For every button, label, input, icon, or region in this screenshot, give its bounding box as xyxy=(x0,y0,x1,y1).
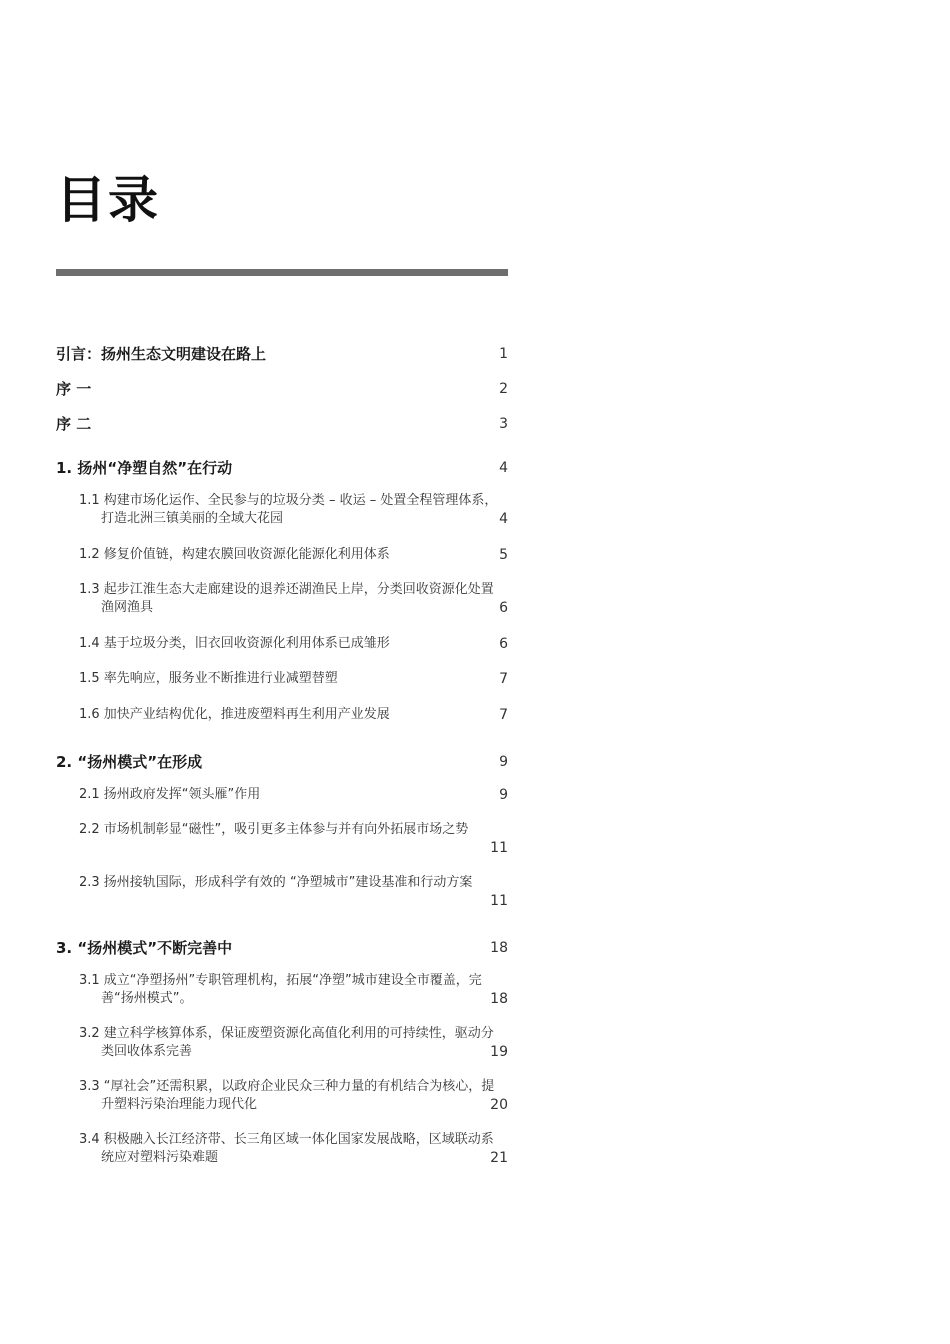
toc-entry-label: 1.5 率先响应，服务业不断推进行业减塑替塑 xyxy=(79,671,338,686)
toc-entry-page: 7 xyxy=(499,671,508,687)
toc-entry-2-3[interactable] xyxy=(56,874,508,910)
toc-entry-label: 3.3 “厚社会”还需积累，以政府企业民众三种力量的有机结合为核心，提升塑料污染治理能力现代化 xyxy=(79,1079,495,1112)
toc-entry-preface-1[interactable] xyxy=(56,379,508,399)
toc-entry-page: 5 xyxy=(499,547,508,563)
toc-entry-page: 19 xyxy=(490,1044,508,1060)
toc-entry-1-5[interactable] xyxy=(56,670,508,688)
toc-entry-page: 7 xyxy=(499,707,508,723)
title-divider xyxy=(56,269,508,276)
toc-entry-label: 2.3 扬州接轨国际，形成科学有效的 “净塑城市”建设基准和行动方案 xyxy=(79,875,473,890)
toc-entry-label: 1.3 起步江淮生态大走廊建设的退养还湖渔民上岸，分类回收资源化处置渔网渔具 xyxy=(79,582,494,615)
page-title: 目录 xyxy=(56,171,160,229)
toc-entry-1-2[interactable] xyxy=(56,546,508,564)
toc-entry-1-1[interactable] xyxy=(56,492,508,528)
toc-entry-label: 1.2 修复价值链，构建农膜回收资源化能源化利用体系 xyxy=(79,547,390,562)
toc-entry-label: 2. “扬州模式”在形成 xyxy=(56,753,203,771)
toc-entry-page: 21 xyxy=(490,1150,508,1166)
toc-entry-label: 1.6 加快产业结构优化，推进废塑料再生利用产业发展 xyxy=(79,707,390,722)
toc-entry-label: 3.2 建立科学核算体系，保证废塑资源化高值化利用的可持续性，驱动分类回收体系完善 xyxy=(79,1026,494,1059)
toc-entry-label: 序 二 xyxy=(56,415,92,433)
toc-section-1[interactable] xyxy=(56,458,508,478)
toc-entry-label: 3.1 成立“净塑扬州”专职管理机构，拓展“净塑”城市建设全市覆盖，完善“扬州模式”。 xyxy=(79,973,482,1006)
toc-entry-page: 11 xyxy=(490,893,508,909)
toc-entry-page: 11 xyxy=(490,840,508,856)
toc-entry-page: 4 xyxy=(499,511,508,527)
toc-entry-page: 2 xyxy=(499,381,508,397)
toc-entry-label: 序 一 xyxy=(56,380,92,398)
toc-entry-1-4[interactable] xyxy=(56,635,508,653)
toc-entry-label: 1. 扬州“净塑自然”在行动 xyxy=(56,459,233,477)
toc-entry-3-4[interactable] xyxy=(56,1131,508,1167)
toc-entry-page: 4 xyxy=(499,460,508,476)
toc-entry-2-1[interactable] xyxy=(56,786,508,804)
toc-entry-label: 3.4 积极融入长江经济带、长三角区域一体化国家发展战略，区域联动系统应对塑料污染难题 xyxy=(79,1132,494,1165)
toc-entry-page: 3 xyxy=(499,416,508,432)
toc-entry-page: 18 xyxy=(490,940,508,956)
toc-entry-3-1[interactable] xyxy=(56,972,508,1008)
toc-entry-label: 2.1 扬州政府发挥“领头雁”作用 xyxy=(79,787,261,802)
toc-entry-3-3[interactable] xyxy=(56,1078,508,1114)
toc-entry-intro[interactable] xyxy=(56,344,508,364)
toc-entry-3-2[interactable] xyxy=(56,1025,508,1061)
toc-section-3[interactable] xyxy=(56,938,508,958)
toc-entry-page: 20 xyxy=(490,1097,508,1113)
toc-entry-2-2[interactable] xyxy=(56,821,508,857)
toc-entry-label: 引言：扬州生态文明建设在路上 xyxy=(56,345,267,363)
toc-entry-label: 3. “扬州模式”不断完善中 xyxy=(56,939,233,957)
toc-entry-page: 6 xyxy=(499,600,508,616)
toc-entry-preface-2[interactable] xyxy=(56,414,508,434)
toc-entry-1-3[interactable] xyxy=(56,581,508,617)
toc-entry-label: 2.2 市场机制彰显“磁性”，吸引更多主体参与并有向外拓展市场之势 xyxy=(79,822,469,837)
toc-entry-page: 6 xyxy=(499,636,508,652)
toc-entry-1-6[interactable] xyxy=(56,706,508,724)
toc-entry-label: 1.1 构建市场化运作、全民参与的垃圾分类 – 收运 – 处置全程管理体系，打造北洲三镇美丽的全域大花园 xyxy=(79,493,498,526)
toc-section-2[interactable] xyxy=(56,752,508,772)
toc-entry-page: 9 xyxy=(499,787,508,803)
toc-entry-page: 1 xyxy=(499,346,508,362)
toc-entry-label: 1.4 基于垃圾分类，旧衣回收资源化利用体系已成雏形 xyxy=(79,636,390,651)
toc-entry-page: 9 xyxy=(499,754,508,770)
toc-entry-page: 18 xyxy=(490,991,508,1007)
